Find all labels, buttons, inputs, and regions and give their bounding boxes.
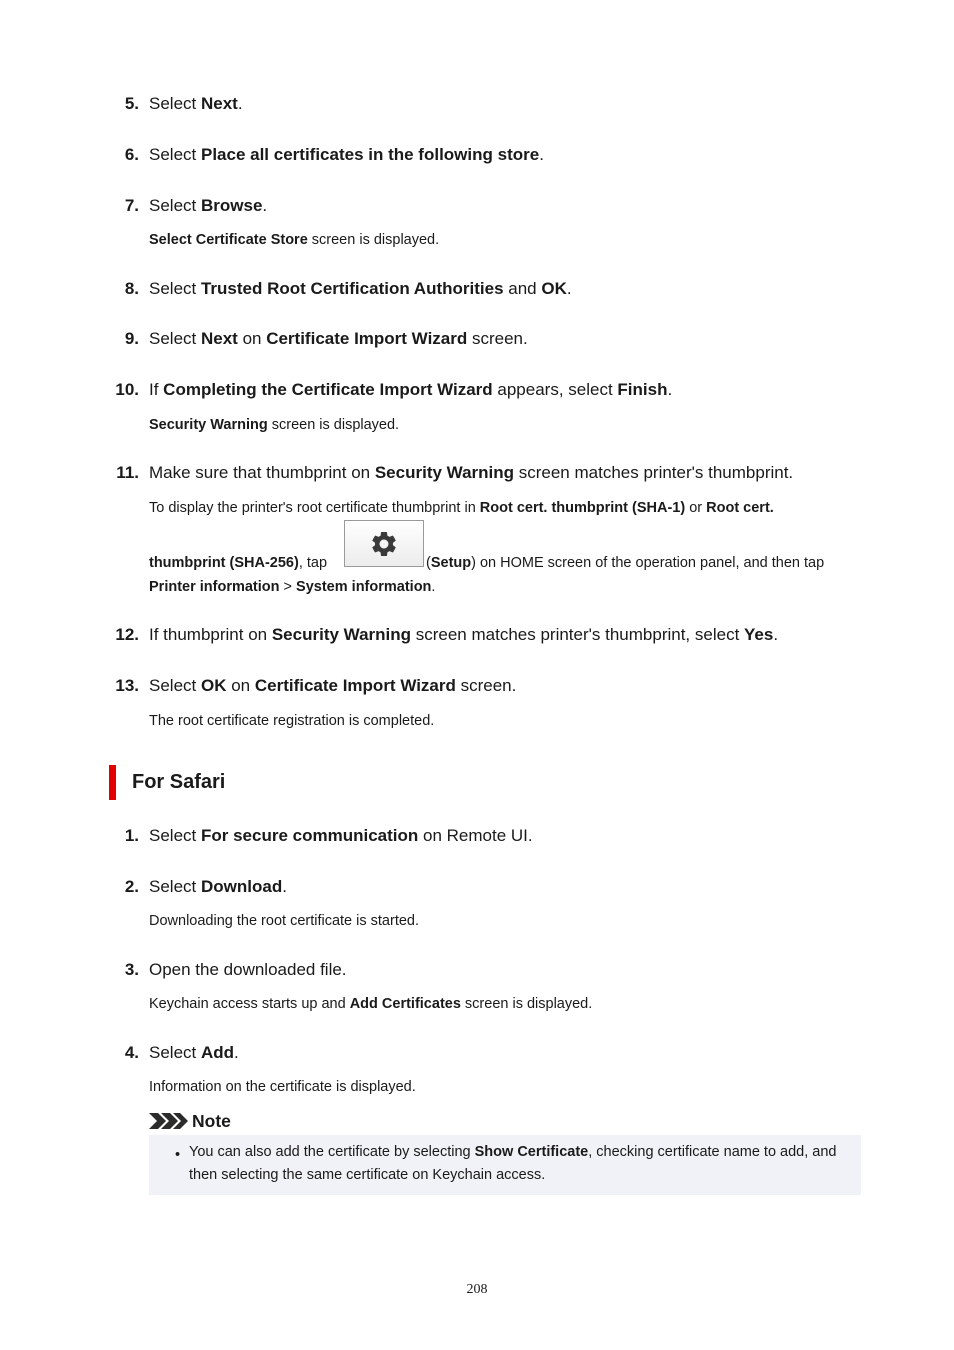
step-13-note: The root certificate registration is completed. [149,713,435,729]
setup-button [344,520,424,567]
safari-step-2-note: Downloading the root certificate is started. [149,913,419,929]
section-accent-bar [109,765,116,800]
step-11-note-line2b: (Setup) on HOME screen of the operation panel, and then tap [426,555,825,571]
safari-step-3-note: Keychain access starts up and Add Certificates screen is displayed. [149,996,593,1012]
note-box [149,1135,861,1195]
step-11-note-line1: To display the printer's root certificate thumbprint in Root cert. thumbprint (SHA-1) or Root cert. [149,500,774,516]
note-label: Note [192,1111,231,1131]
safari-step-4-note: Information on the certificate is displayed. [149,1079,416,1095]
note-text: You can also add the certificate by selecting Show Certificate, checking certificate name to add, and then selecting the same certificate on Keychain access. [189,1144,837,1183]
note-bullet: • [175,1147,181,1163]
step-7-note: Select Certificate Store screen is displayed. [149,232,440,248]
note-arrows-icon [149,1113,189,1129]
gear-icon [369,529,399,559]
step-11-note-line3: Printer information > System information. [149,579,436,595]
page-number: 208 [466,1282,488,1297]
step-11-note-line2a: thumbprint (SHA-256), tap [149,555,328,571]
section-title: For Safari [132,771,226,793]
step-10-note: Security Warning screen is displayed. [149,417,400,433]
